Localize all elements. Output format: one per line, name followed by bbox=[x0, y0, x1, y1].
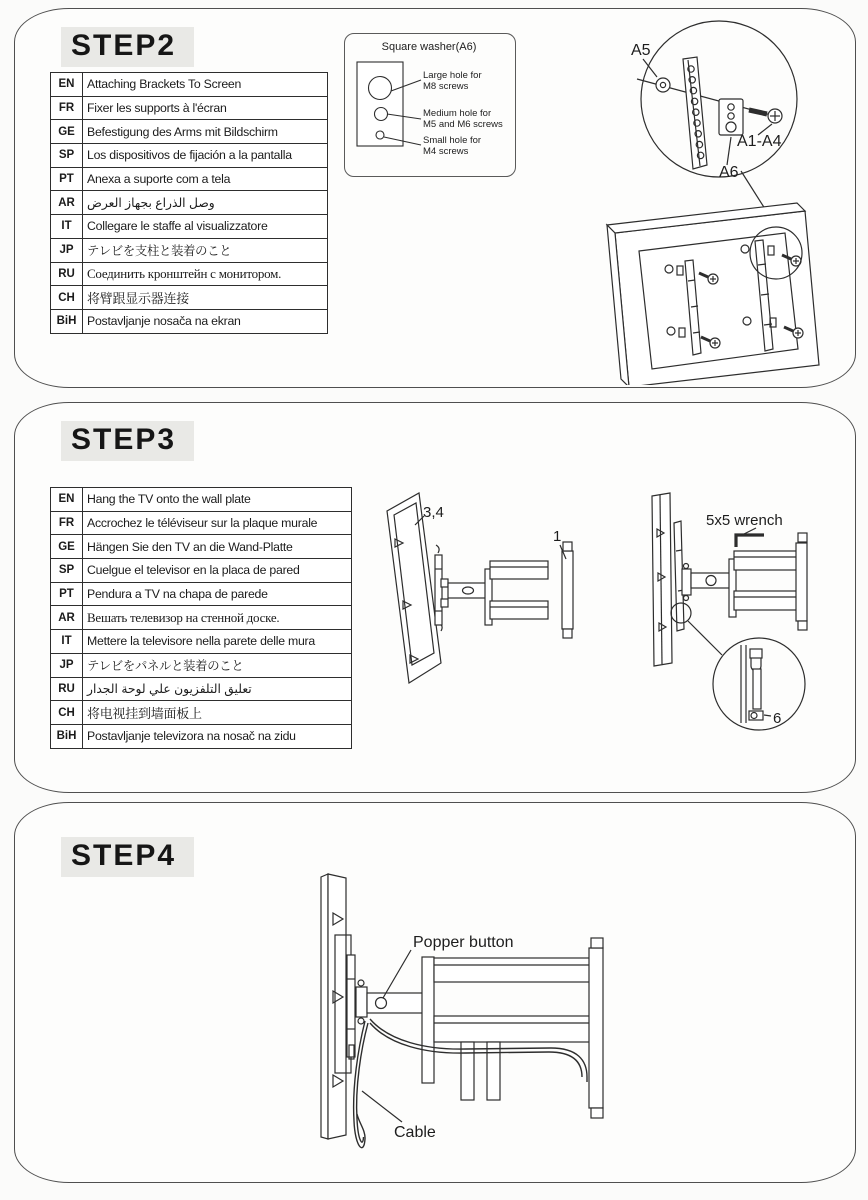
label-6: 6 bbox=[773, 710, 782, 727]
table-row bbox=[51, 653, 352, 677]
step3-language-table bbox=[50, 487, 352, 749]
lang-code: AR bbox=[51, 606, 83, 630]
label-popper-button: Popper button bbox=[413, 934, 514, 951]
tv-side-panel bbox=[321, 874, 355, 1139]
table-row bbox=[51, 262, 328, 286]
tv-panel-tilted bbox=[387, 493, 441, 683]
lang-code: JP bbox=[51, 238, 83, 262]
lang-text: Hängen Sie den TV an die Wand-Platte bbox=[83, 535, 352, 559]
lang-code: CH bbox=[51, 286, 83, 310]
wall-plate bbox=[652, 493, 672, 666]
lang-text: Befestigung des Arms mit Bildschirm bbox=[83, 120, 328, 144]
hook-detail bbox=[671, 603, 805, 730]
motion-mark bbox=[436, 545, 439, 553]
lang-code: SP bbox=[51, 559, 83, 583]
lang-code: CH bbox=[51, 701, 83, 725]
medium-hole-label2: M5 and M6 screws bbox=[423, 119, 503, 130]
square-washer-box bbox=[344, 33, 516, 177]
square-washer-a6-icon bbox=[719, 99, 743, 165]
table-row bbox=[51, 96, 328, 120]
lang-code: SP bbox=[51, 144, 83, 168]
tv-back-view bbox=[607, 203, 819, 385]
washer-outline bbox=[357, 62, 403, 146]
wall-arm-folded bbox=[435, 542, 573, 638]
lang-code: RU bbox=[51, 262, 83, 286]
table-row bbox=[51, 144, 328, 168]
square-washer-diagram bbox=[345, 34, 513, 173]
lang-text: Anexa a suporte com a tela bbox=[83, 167, 328, 191]
lang-code: AR bbox=[51, 191, 83, 215]
lang-code: BiH bbox=[51, 309, 83, 333]
step2-panel bbox=[14, 8, 856, 388]
spacer-a5-icon bbox=[643, 59, 670, 92]
label-3-4: 3,4 bbox=[423, 504, 444, 521]
step4-panel bbox=[14, 802, 856, 1183]
lang-text: Fixer les supports à l'écran bbox=[83, 96, 328, 120]
lang-text: Accrochez le téléviseur sur la plaque murale bbox=[83, 511, 352, 535]
table-row bbox=[51, 167, 328, 191]
lang-text: Mettere la televisore nella parete delle mura bbox=[83, 630, 352, 654]
lang-code: PT bbox=[51, 167, 83, 191]
lang-code: IT bbox=[51, 215, 83, 239]
step2-diagram bbox=[579, 15, 859, 385]
lang-code: BiH bbox=[51, 724, 83, 748]
lang-code: FR bbox=[51, 96, 83, 120]
table-row bbox=[51, 73, 328, 97]
table-row bbox=[51, 238, 328, 262]
medium-hole-label: Medium hole for bbox=[423, 108, 492, 119]
lang-text: Postavljanje televizora na nosač na zidu bbox=[83, 724, 352, 748]
lang-text: تعليق التلفزيون علي لوحة الجدار bbox=[83, 677, 352, 701]
lang-text: テレビをパネルと装着のこと bbox=[83, 653, 352, 677]
table-row bbox=[51, 606, 352, 630]
table-row bbox=[51, 120, 328, 144]
lang-text: Los dispositivos de fijación a la pantalla bbox=[83, 144, 328, 168]
table-row bbox=[51, 215, 328, 239]
arm bbox=[367, 993, 424, 1013]
step4-title: STEP4 bbox=[61, 837, 194, 877]
washer-box-title: Square washer(A6) bbox=[381, 41, 477, 53]
lang-text: Вешать телевизор на стенной доске. bbox=[83, 606, 352, 630]
lang-text: テレビを支柱と装着のこと bbox=[83, 238, 328, 262]
lang-text: Hang the TV onto the wall plate bbox=[83, 488, 352, 512]
label-wrench: 5x5 wrench bbox=[706, 512, 783, 529]
table-row bbox=[51, 559, 352, 583]
lang-code: GE bbox=[51, 120, 83, 144]
lang-text: Attaching Brackets To Screen bbox=[83, 73, 328, 97]
table-row bbox=[51, 309, 328, 333]
step2-language-table bbox=[50, 72, 328, 334]
lang-text: 将臂跟显示器连接 bbox=[83, 286, 328, 310]
step2-title: STEP2 bbox=[61, 27, 194, 67]
large-hole-label: Large hole for bbox=[423, 70, 482, 81]
screw-icon bbox=[749, 109, 782, 135]
hinge bbox=[356, 980, 367, 1024]
table-row bbox=[51, 701, 352, 725]
step4-diagram bbox=[301, 869, 781, 1154]
lang-text: Postavljanje nosača na ekran bbox=[83, 309, 328, 333]
folded-bracket bbox=[422, 938, 603, 1118]
table-row bbox=[51, 286, 328, 310]
magnifier-circle bbox=[637, 21, 797, 231]
lang-code: FR bbox=[51, 511, 83, 535]
lang-text: وصل الذراع بجهاز العرض bbox=[83, 191, 328, 215]
step3-panel bbox=[14, 402, 856, 793]
label-a1-a4: A1-A4 bbox=[737, 133, 782, 150]
lang-code: PT bbox=[51, 582, 83, 606]
lang-text: Cuelgue el televisor en la placa de pared bbox=[83, 559, 352, 583]
label-a5: A5 bbox=[631, 42, 651, 59]
table-row bbox=[51, 511, 352, 535]
table-row bbox=[51, 488, 352, 512]
table-row bbox=[51, 535, 352, 559]
table-row bbox=[51, 582, 352, 606]
vesa-bracket bbox=[683, 57, 707, 169]
lang-code: GE bbox=[51, 535, 83, 559]
lang-code: RU bbox=[51, 677, 83, 701]
lang-code: EN bbox=[51, 73, 83, 97]
table-row bbox=[51, 191, 328, 215]
small-hole-label2: M4 screws bbox=[423, 146, 469, 157]
large-hole-label2: M8 screws bbox=[423, 81, 469, 92]
table-row bbox=[51, 724, 352, 748]
table-row bbox=[51, 630, 352, 654]
step3-title: STEP3 bbox=[61, 421, 194, 461]
lang-code: EN bbox=[51, 488, 83, 512]
label-cable: Cable bbox=[394, 1124, 436, 1141]
step3-right-diagram bbox=[626, 471, 856, 771]
lang-text: Соединить кронштейн с монитором. bbox=[83, 262, 328, 286]
label-a6: A6 bbox=[719, 164, 739, 181]
label-1: 1 bbox=[553, 528, 562, 545]
lang-text: 将电视挂到墙面板上 bbox=[83, 701, 352, 725]
lang-text: Pendura a TV na chapa de parede bbox=[83, 582, 352, 606]
lang-code: IT bbox=[51, 630, 83, 654]
lang-code: JP bbox=[51, 653, 83, 677]
table-row bbox=[51, 677, 352, 701]
step3-left-diagram bbox=[379, 483, 614, 693]
allen-wrench-icon bbox=[736, 535, 764, 547]
small-hole-label: Small hole for bbox=[423, 135, 482, 146]
lang-text: Collegare le staffe al visualizzatore bbox=[83, 215, 328, 239]
arm-folded bbox=[682, 533, 807, 630]
